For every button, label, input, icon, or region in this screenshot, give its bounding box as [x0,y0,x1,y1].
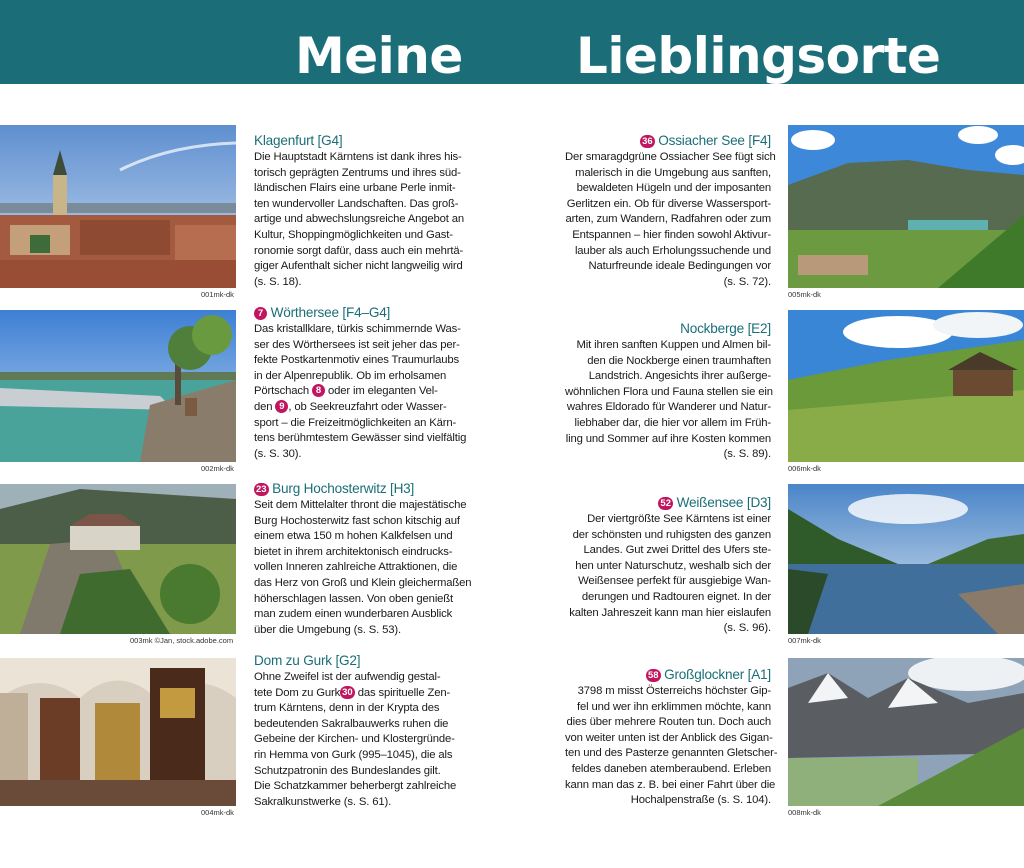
photo-credit: 006mk-dk [788,464,821,473]
entry-title: 58 Großglockner [A1] [647,667,771,682]
photo-credit: 003mk ©Jan, stock.adobe.com [130,636,234,645]
entry-klagenfurt [254,133,465,290]
dom-gurk-photo [0,658,236,806]
poi-badge: 23 [256,484,267,495]
entry-text: Seit dem Mittelalter thront die majestätische Burg Hochosterwitz fast schon kitschig auf einem etwa 150 m hohen Kalkfelsen und bietet in ihrem architektonisch eindrucks- vollen Inneren zahlreiche Attraktionen, die das Herz von Groß und Klein gleichermaßen höherschlagen lassen. Von oben genießt man zudem einen wunderbaren Ausblick über die Umgebung (s. S. 53). [254,499,472,636]
photo-credit: 004mk-dk [201,808,234,817]
entry-weissensee [565,495,771,637]
entry-text: Das kristallklare, türkis schimmernde Was- ser des Wörthersees ist seit jeher das per- fekte Postkartenmotiv eines Traumurlaubs in der Alpenrepublik. Ob im erholsamen Pörtschach 8 oder im eleganten Vel- den 9 , ob Seekreuzfahrt oder Wasser- sport – die Freizeitmöglichkeiten an Kärn- tens berühmtestem Gewässer sind vielfältig (s. S. 30). [254,323,467,460]
weissensee-photo [788,484,1024,634]
entry-grossglockner [565,667,778,809]
photo-credit: 002mk-dk [201,464,234,473]
banner-title-word-2: Lieblingsorte [576,27,941,85]
photo-credit: 008mk-dk [788,808,821,817]
entry-text: 3798 m misst Österreichs höchster Gip- fel und wer ihn erklimmen möchte, kann dies über mehrere Routen tun. Doch auch von weiter unten ist der Anblick des Gigan- ten und des Pasterze genannten Gletscher- feldes daneben atemberaubend. Erleben kann man das z. B. bei einer Fahrt über die Hochalpenstraße (s. S. 104). [565,685,778,807]
klagenfurt-photo [0,125,236,288]
poi-badge: 30 [342,686,353,698]
poi-badge: 52 [660,498,671,509]
entry-title: 23 Burg Hochosterwitz [H3] [256,481,415,496]
photo-credit: 005mk-dk [788,290,821,299]
woerthersee-photo [0,310,236,462]
entry-burg-hochosterwitz [254,481,472,638]
grossglockner-photo [788,658,1024,806]
banner-title-word-1: Meine [295,27,463,85]
poi-badge: 58 [647,670,659,681]
entry-nockberge [565,321,771,463]
entry-text: Mit ihren sanften Kuppen und Almen bil- den die Nockberge einen traumhaften Landstrich. Angesichts ihrer außerge- wöhnlichen Flora und Fauna stellen sie ein wahres Eldorado für Wanderer und Natur- liebhaber dar, die hier vor allem im Früh- ling und Sommer auf ihre Kosten kommen (s. S. 89). [565,339,773,461]
photo-credit: 001mk-dk [201,290,234,299]
entry-ossiacher-see [565,133,776,290]
entry-title: Dom zu Gurk [G2] [254,653,361,668]
nockberge-photo [788,310,1024,462]
entry-text: Die Hauptstadt Kärntens ist dank ihres his- torisch geprägten Zentrums und ihres süd- ländischen Flairs eine urbane Perle inmit- ten wundervoller Landschaften. Das groß- artige und abwechslungsreiche Angebot an Kultur, Shoppingmöglichkeiten und Gast- ronomie sorgt dafür, dass auch ein mehrtä- giger Aufenthalt sicher nicht langweilig wird (s. S. 18). [254,151,465,288]
entry-text: Der viertgrößte See Kärntens ist einer der schönsten und ruhigsten des ganzen Landes. Gut zwei Drittel des Ufers ste- hen unter Naturschutz, weshalb sich der Weißensee perfekt für ausgiebige Wan- derungen und Radtouren eignet. In der kalten Jahreszeit kann man hier eislaufen (s. S. 96). [569,513,771,635]
entry-title: 7 Wörthersee [F4–G4] [254,305,460,321]
poi-badge: 9 [275,400,288,413]
entry-woerthersee [254,305,467,462]
poi-badge: 7 [254,307,267,320]
poi-badge: 36 [642,136,653,147]
entry-text: Ohne Zweifel ist der aufwendig gestal- tete Dom zu Gurk 30 das spirituelle Zen- trum Kärntens, denn in der Krypta des bedeutenden Sakralbauwerks ruhen die Gebeine der Kirchen- und Klostergründe- rin Hemma von Gurk (995–1045), die als Schutzpatronin des Bundeslandes gilt. Die Schatzkammer beherbergt zahlreiche Sakralkunstwerke (s. S. 61). [254,671,457,808]
entry-dom-zu-gurk [254,653,460,810]
poi-badge: 8 [312,384,325,397]
entry-text: Der smaragdgrüne Ossiacher See fügt sich malerisch in die Umgebung aus sanften, bewaldeten Hügeln und der imposanten Gerlitzen ein. Ob für diverse Wassersport- arten, zum Wandern, Radfahren oder zum Entspannen – hier finden sowohl Aktivur- lauber als auch Erholungssuchende und Naturfreunde ideale Bedingungen vor (s. S. 72). [565,151,776,288]
hochosterwitz-photo [0,484,236,634]
entry-title: 52 Weißensee [D3] [660,495,771,510]
entry-title: Klagenfurt [G4] [254,133,343,148]
photo-credit: 007mk-dk [788,636,821,645]
ossiacher-see-photo [788,125,1024,288]
entry-title: Nockberge [E2] [680,321,771,336]
entry-title: 36 Ossiacher See [F4] [642,133,771,148]
